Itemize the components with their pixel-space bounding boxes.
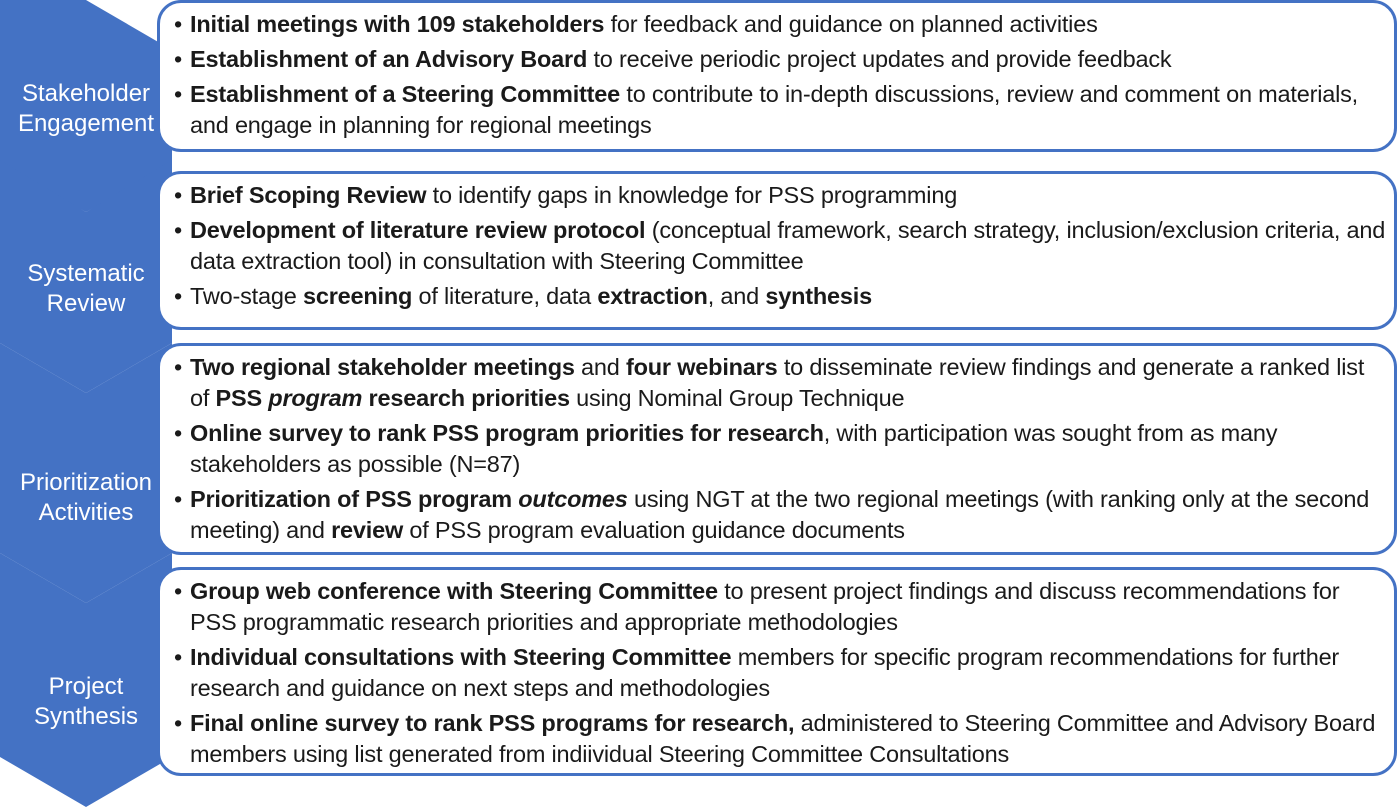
bullet-item <box>174 9 1386 40</box>
bullet-item <box>174 708 1386 770</box>
bullet-text-segment: to present project findings and discuss recommendations for PSS programmatic research priorities and appropriate methodologies <box>190 578 1340 635</box>
bullet-text-segment: Brief Scoping Review <box>190 182 427 208</box>
bullet-text-segment: Two-stage <box>190 283 303 309</box>
bullet-text-segment: of literature, data <box>412 283 598 309</box>
bullet-item <box>174 576 1386 638</box>
bullet-text-segment: synthesis <box>765 283 872 309</box>
bullet-item <box>174 484 1386 546</box>
stage-label-line: Review <box>46 290 126 317</box>
stage-label-stakeholder-engagement <box>0 79 172 139</box>
bullet-item <box>174 180 1386 211</box>
bullet-text-segment: using NGT at the two regional meetings (with ranking only at the second meeting) and <box>190 486 1370 543</box>
bullet-text-segment: Online survey to rank PSS program priorities for research <box>190 420 824 446</box>
bullet-text-segment: to identify gaps in knowledge for PSS programming <box>426 182 958 208</box>
stage-label-project-synthesis <box>0 672 172 732</box>
bullet-text-segment: research priorities <box>362 385 570 411</box>
bullet-text-segment: administered to Steering Committee and Advisory Board members using list generated from indiividual Steering Committee Consultations <box>190 710 1376 767</box>
stage-label-line: Stakeholder <box>21 80 151 107</box>
bullet-text-segment: Establishment of an Advisory Board <box>190 46 588 72</box>
bullet-text-segment: PSS <box>215 385 269 411</box>
bullet-text-segment: , with participation was sought from as many stakeholders as possible (N=87) <box>190 420 1278 477</box>
bullet-text-segment: Individual consultations with Steering Committee <box>190 644 732 670</box>
stage-label-line: Activities <box>38 499 134 526</box>
bullet-text-segment: for feedback and guidance on planned activities <box>604 11 1098 37</box>
bullet-text-segment: to disseminate review findings and generate a ranked list of <box>190 354 1365 411</box>
bullet-text-segment: to receive periodic project updates and provide feedback <box>587 46 1172 72</box>
bullet-item <box>174 44 1386 75</box>
stage-box-project-synthesis <box>157 567 1397 776</box>
bullet-text-segment: members for specific program recommendations for further research and guidance on next steps and methodologies <box>190 644 1340 701</box>
bullet-text-segment: , and <box>707 283 766 309</box>
bullet-text-segment: Group web conference with Steering Committee <box>190 578 718 604</box>
bullet-item <box>174 281 1386 312</box>
bullet-item <box>174 215 1386 277</box>
bullet-text-segment: Prioritization of PSS program <box>190 486 519 512</box>
bullet-text-segment: to contribute to in-depth discussions, review and comment on materials, and engage in planning for regional meetings <box>190 81 1359 138</box>
stage-label-systematic-review <box>0 259 172 319</box>
bullet-text-segment: Development of literature review protocol <box>190 217 646 243</box>
bullet-text-segment: review <box>331 517 404 543</box>
bullet-text-segment: and <box>574 354 626 380</box>
stage-label-prioritization-activities <box>0 468 172 528</box>
bullet-text-segment: four webinars <box>626 354 778 380</box>
stage-label-line: Synthesis <box>33 703 139 730</box>
stage-box-prioritization-activities <box>157 343 1397 555</box>
bullet-item <box>174 642 1386 704</box>
bullet-text-segment: Establishment of a Steering Committee <box>190 81 621 107</box>
bullet-item <box>174 352 1386 414</box>
bullet-text-segment: program <box>268 385 363 411</box>
bullet-text-segment: Two regional stakeholder meetings <box>190 354 575 380</box>
stage-label-line: Prioritization <box>19 469 153 496</box>
bullet-item <box>174 418 1386 480</box>
stage-box-systematic-review <box>157 171 1397 330</box>
stage-label-line: Project <box>48 673 124 700</box>
bullet-text-segment: Initial meetings with 109 stakeholders <box>190 11 605 37</box>
stage-label-line: Engagement <box>17 110 155 137</box>
stage-box-stakeholder-engagement <box>157 0 1397 152</box>
bullet-text-segment: screening <box>302 283 413 309</box>
bullet-text-segment: of PSS program evaluation guidance documents <box>403 517 905 543</box>
bullet-item <box>174 79 1386 141</box>
bullet-text-segment: (conceptual framework, search strategy, inclusion/exclusion criteria, and data extraction tool) in consultation with Steering Committee <box>190 217 1386 274</box>
stage-label-line: Systematic <box>27 260 145 287</box>
bullet-text-segment: outcomes <box>518 486 628 512</box>
bullet-text-segment: using Nominal Group Technique <box>569 385 905 411</box>
bullet-text-segment: extraction <box>597 283 708 309</box>
bullet-text-segment: Final online survey to rank PSS programs for research, <box>190 710 795 736</box>
